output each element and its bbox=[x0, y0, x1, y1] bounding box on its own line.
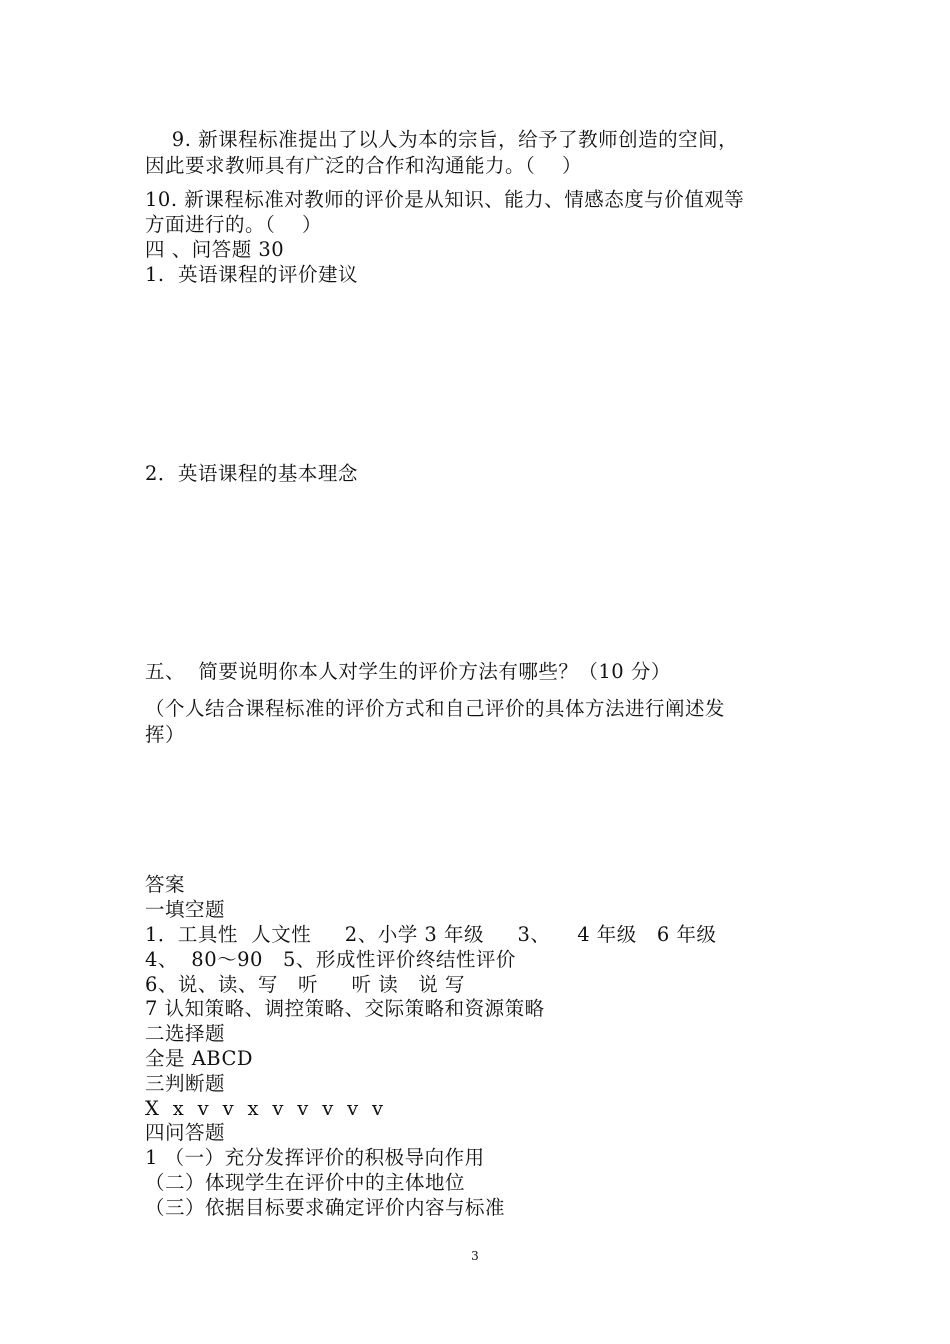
answers-fill-line-1: 1．工具性 人文性 2、小学 3 年级 3、 4 年级 6 年级 bbox=[145, 923, 717, 946]
question-10-line-2: 方面进行的。（ ） bbox=[145, 213, 323, 236]
page-number: 3 bbox=[471, 1249, 479, 1263]
answers-qa-line-1: 1 （一）充分发挥评价的积极导向作用 bbox=[145, 1146, 485, 1169]
answers-qa-line-2: （二）体现学生在评价中的主体地位 bbox=[145, 1171, 466, 1194]
answers-fill-line-3: 6、说、读、写 听 听 读 说 写 bbox=[145, 973, 465, 996]
section-5-note-line-1: （个人结合课程标准的评价方式和自己评价的具体方法进行阐述发 bbox=[145, 697, 726, 720]
answers-title: 答案 bbox=[145, 873, 186, 896]
section-5-note-line-2: 挥） bbox=[145, 723, 186, 746]
answers-choice-answer: 全是 ABCD bbox=[145, 1047, 254, 1070]
question-9-line-1: 9. 新课程标准提出了以人为本的宗旨，给予了教师创造的空间， bbox=[145, 128, 739, 151]
answers-judge-answer: X x v v x v v v v v bbox=[145, 1097, 384, 1120]
answers-qa-heading: 四问答题 bbox=[145, 1121, 226, 1144]
answers-choice-heading: 二选择题 bbox=[145, 1022, 226, 1045]
question-9-line-2: 因此要求教师具有广泛的合作和沟通能力。（ ） bbox=[145, 154, 583, 177]
answers-fill-line-2: 4、 80～90 5、形成性评价终结性评价 bbox=[145, 948, 516, 971]
section-4-question-2: 2．英语课程的基本理念 bbox=[145, 462, 358, 485]
answers-judge-heading: 三判断题 bbox=[145, 1072, 226, 1095]
answers-qa-line-3: （三）依据目标要求确定评价内容与标准 bbox=[145, 1196, 506, 1219]
section-4-heading: 四 、问答题 30 bbox=[145, 238, 285, 261]
section-4-question-1: 1. 英语课程的评价建议 bbox=[145, 263, 359, 286]
answers-fill-heading: 一填空题 bbox=[145, 898, 226, 921]
answers-fill-line-4: 7 认知策略、调控策略、交际策略和资源策略 bbox=[145, 997, 545, 1020]
section-5-heading: 五、 简要说明你本人对学生的评价方法有哪些？（10 分） bbox=[145, 660, 671, 683]
question-10-line-1: 10. 新课程标准对教师的评价是从知识、能力、情感态度与价值观等 bbox=[145, 188, 745, 211]
